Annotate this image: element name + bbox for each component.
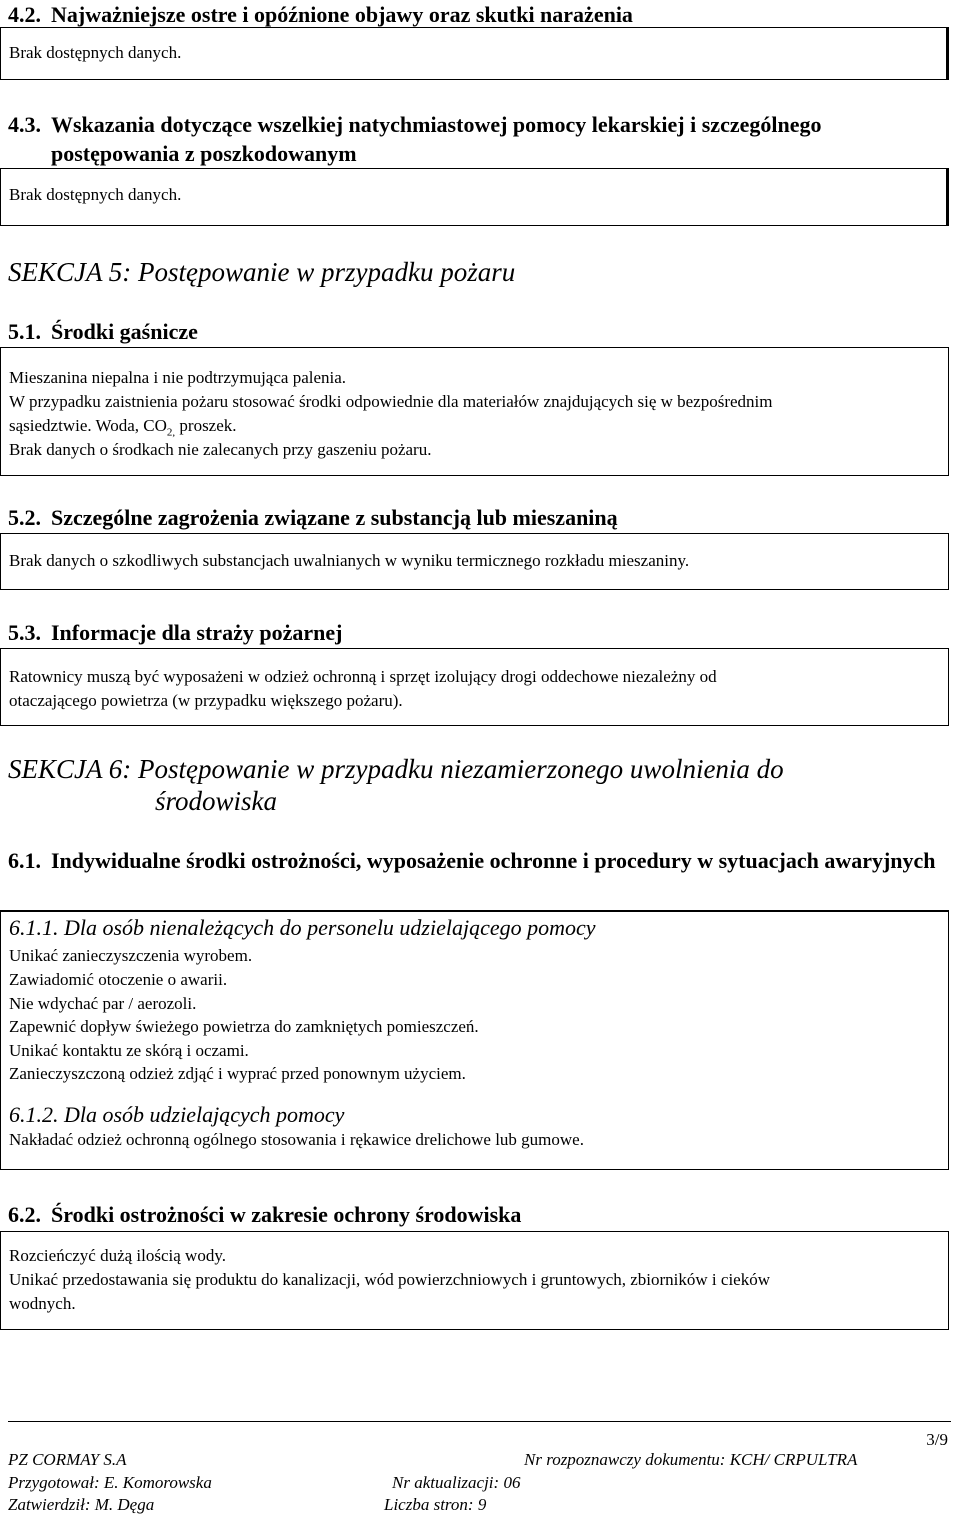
section-4-2-box: [0, 27, 949, 80]
section-4-3-box: [0, 168, 949, 226]
text-line: Nakładać odzież ochronną ogólnego stosowania i rękawice drelichowe lub gumowe.: [9, 1130, 584, 1149]
section-5-2-box: [0, 533, 949, 590]
heading-number: 6.1.: [8, 848, 41, 873]
text-line: Unikać kontaktu ze skórą i oczami.: [9, 1041, 249, 1060]
heading-number: 4.3.: [8, 112, 41, 137]
heading-number: 5.1.: [8, 319, 41, 344]
heading-5-3: [8, 618, 342, 647]
section-6-title: [8, 753, 784, 817]
text-line: otaczającego powietrza (w przypadku większego pożaru).: [9, 691, 403, 710]
heading-title: Wskazania dotyczące wszelkiej natychmiastowej pomocy lekarskiej i szczególnego postępowania z poszkodowanym: [51, 112, 822, 166]
heading-title: Najważniejsze ostre i opóźnione objawy oraz skutki narażenia: [51, 2, 633, 27]
heading-4-3: [8, 110, 951, 168]
heading-6-1: [8, 846, 941, 875]
text-line: Brak danych o środkach nie zalecanych przy gaszeniu pożaru.: [9, 440, 432, 459]
text-segment: sąsiedztwie. Woda, CO: [9, 416, 167, 435]
text-line: Rozcieńczyć dużą ilością wody.: [9, 1246, 226, 1265]
heading-5-1: [8, 317, 198, 346]
page-number: 3/9: [926, 1430, 948, 1449]
heading-number: 4.2.: [8, 2, 41, 27]
heading-title: Indywidualne środki ostrożności, wyposażenie ochronne i procedury w sytuacjach awaryjnych: [51, 848, 936, 873]
heading-number: 6.2.: [8, 1202, 41, 1227]
footer-update-number: Nr aktualizacji: 06: [392, 1473, 521, 1492]
text-segment: proszek.: [175, 416, 237, 435]
footer-page-count: Liczba stron: 9: [384, 1495, 487, 1514]
heading-number: 5.3.: [8, 620, 41, 645]
section-title-line: SEKCJA 6: Postępowanie w przypadku niezamierzonego uwolnienia do: [8, 754, 784, 784]
footer-prepared: Przygotował: E. Komorowska: [8, 1473, 212, 1492]
section-title-line: środowiska: [155, 786, 278, 816]
text-line: Nie wdychać par / aerozoli.: [9, 994, 197, 1013]
footer-company: PZ CORMAY S.A: [8, 1450, 127, 1469]
heading-4-2: [8, 0, 633, 29]
heading-title: Szczególne zagrożenia związane z substancją lub mieszaniną: [51, 505, 618, 530]
heading-title: Środki ostrożności w zakresie ochrony środowiska: [51, 1202, 522, 1227]
section-text: Brak danych o szkodliwych substancjach uwalnianych w wyniku termicznego rozkładu mieszaniny.: [9, 551, 690, 570]
text-line: Unikać przedostawania się produktu do kanalizacji, wód powierzchniowych i gruntowych, zbiorników i cieków: [9, 1270, 770, 1289]
section-6-2-box: [0, 1231, 949, 1330]
section-text: Brak dostępnych danych.: [9, 43, 182, 62]
text-line: Ratownicy muszą być wyposażeni w odzież ochronną i sprzęt izolujący drogi oddechowe niezależny od: [9, 667, 717, 686]
heading-title: Środki gaśnicze: [51, 319, 198, 344]
section-text: Brak dostępnych danych.: [9, 185, 182, 204]
heading-title: Informacje dla straży pożarnej: [51, 620, 343, 645]
text-line: Unikać zanieczyszczenia wyrobem.: [9, 946, 253, 965]
section-5-3-box: [0, 648, 949, 726]
text-line: Zapewnić dopływ świeżego powietrza do zamkniętych pomieszczeń.: [9, 1017, 479, 1036]
footer-divider: [8, 1421, 951, 1422]
text-line: W przypadku zaistnienia pożaru stosować środki odpowiednie dla materiałów znajdujących się w bezpośrednim: [9, 392, 773, 411]
section-5-1-box: [0, 347, 949, 476]
heading-6-2: [8, 1200, 521, 1229]
subheading-6-1-2: 6.1.2. Dla osób udzielających pomocy: [9, 1102, 345, 1127]
footer-document-number: Nr rozpoznawczy dokumentu: KCH/ CRPULTRA: [524, 1450, 858, 1469]
section-6-1-box: [0, 910, 949, 1170]
heading-5-2: [8, 503, 618, 532]
section-5-title: SEKCJA 5: Postępowanie w przypadku pożaru: [8, 257, 516, 287]
subheading-6-1-1: 6.1.1. Dla osób nienależących do personelu udzielającego pomocy: [9, 915, 596, 940]
text-line: Zawiadomić otoczenie o awarii.: [9, 970, 228, 989]
footer-approved: Zatwierdził: M. Dęga: [8, 1495, 155, 1514]
heading-number: 5.2.: [8, 505, 41, 530]
text-line: wodnych.: [9, 1294, 76, 1313]
text-line: Zanieczyszczoną odzież zdjąć i wyprać przed ponownym użyciem.: [9, 1064, 466, 1083]
subscript: 2,: [166, 426, 176, 439]
text-line: Mieszanina niepalna i nie podtrzymująca palenia.: [9, 368, 347, 387]
